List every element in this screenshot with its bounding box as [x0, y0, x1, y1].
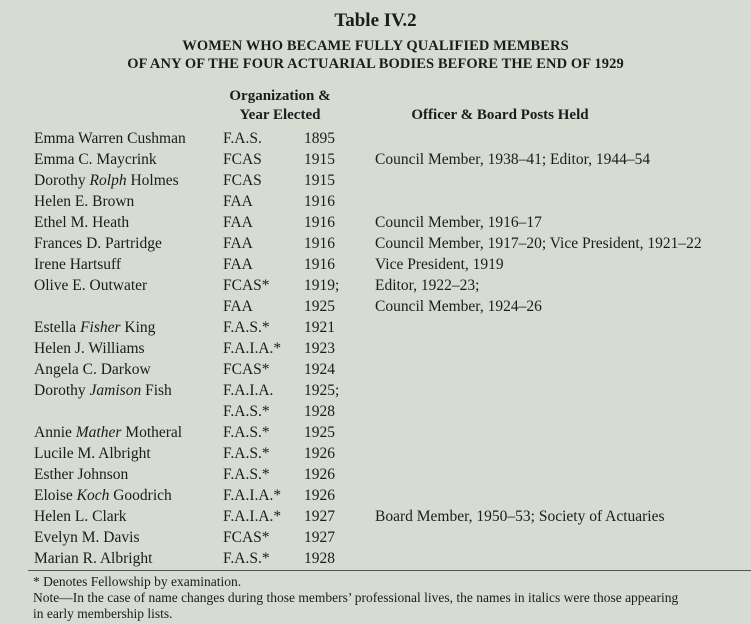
- year-elected: 1921: [304, 319, 335, 336]
- table-row: [0, 466, 751, 487]
- table-row: [0, 340, 751, 361]
- table-row: [0, 298, 751, 319]
- year-elected: 1916: [304, 235, 335, 252]
- organization: FCAS: [223, 151, 262, 168]
- table-row: [0, 487, 751, 508]
- organization: FCAS*: [223, 277, 270, 294]
- member-name-italic: Rolph: [89, 172, 127, 189]
- year-elected: 1895: [304, 130, 335, 147]
- table-title: Table IV.2: [334, 10, 417, 31]
- organization: FAA: [223, 256, 253, 273]
- posts-held: Editor, 1922–23;: [375, 277, 480, 294]
- table-row: [0, 214, 751, 235]
- member-name-part: Lucile M. Albright: [34, 445, 151, 462]
- member-name: [34, 256, 121, 274]
- member-name: [34, 151, 157, 169]
- organization: FCAS*: [223, 529, 270, 546]
- table-row: [0, 550, 751, 571]
- table-row: [0, 382, 751, 403]
- member-name-part: Annie: [34, 424, 76, 441]
- member-name-part: King: [120, 319, 156, 336]
- year-elected: 1926: [304, 445, 335, 462]
- year-elected: 1915: [304, 151, 335, 168]
- footnote-fellowship: * Denotes Fellowship by examination.: [33, 574, 242, 589]
- member-name: [34, 235, 162, 253]
- member-name-part: Ethel M. Heath: [34, 214, 130, 231]
- member-name-part: Esther Johnson: [34, 466, 129, 483]
- member-name: [34, 361, 151, 379]
- member-name-part: Dorothy: [34, 172, 90, 189]
- organization: FAA: [223, 193, 253, 210]
- member-name: [34, 172, 179, 190]
- member-name-part: Evelyn M. Davis: [34, 529, 140, 546]
- table-row: [0, 193, 751, 214]
- year-elected: 1925: [304, 424, 335, 441]
- member-name-part: Goodrich: [109, 487, 172, 504]
- member-name: [34, 508, 127, 526]
- organization: F.A.I.A.*: [223, 487, 282, 504]
- posts-held: Vice President, 1919: [375, 256, 504, 273]
- member-name: [34, 319, 155, 337]
- member-name-part: Angela C. Darkow: [34, 361, 151, 378]
- table-row: [0, 319, 751, 340]
- member-name: [34, 424, 182, 442]
- posts-held: Council Member, 1924–26: [375, 298, 542, 315]
- table-row: [0, 403, 751, 424]
- year-elected: 1925: [304, 298, 335, 315]
- organization: F.A.S.: [223, 130, 262, 147]
- posts-held: Council Member, 1916–17: [375, 214, 542, 231]
- organization: F.A.I.A.: [223, 382, 274, 399]
- year-elected: 1925;: [304, 382, 340, 399]
- header-org-line2: Year Elected: [239, 107, 321, 123]
- organization: FAA: [223, 214, 253, 231]
- member-name: [34, 445, 151, 463]
- member-name-part: Emma Warren Cushman: [34, 130, 186, 147]
- organization: F.A.S.*: [223, 445, 270, 462]
- member-name-part: Holmes: [126, 172, 179, 189]
- organization: F.A.I.A.*: [223, 340, 282, 357]
- table-subtitle-line2: OF ANY OF THE FOUR ACTUARIAL BODIES BEFORE THE END OF 1929: [127, 56, 624, 72]
- member-name-part: Marian R. Albright: [34, 550, 153, 567]
- header-posts: Officer & Board Posts Held: [411, 107, 589, 123]
- organization: F.A.S.*: [223, 424, 270, 441]
- year-elected: 1924: [304, 361, 335, 378]
- table-row: [0, 235, 751, 256]
- member-name: [34, 487, 172, 505]
- member-name: [34, 529, 139, 547]
- table-row: [0, 130, 751, 151]
- member-name-part: Motheral: [121, 424, 183, 441]
- organization: F.A.S.*: [223, 403, 270, 420]
- member-name: [34, 466, 128, 484]
- posts-held: Council Member, 1917–20; Vice President, 1921–22: [375, 235, 702, 252]
- table-row: [0, 424, 751, 445]
- member-name-part: Eloise: [34, 487, 77, 504]
- organization: FCAS*: [223, 361, 270, 378]
- organization: FAA: [223, 235, 253, 252]
- year-elected: 1928: [304, 403, 335, 420]
- organization: F.A.S.*: [223, 550, 270, 567]
- member-name: [34, 193, 134, 211]
- organization: F.A.I.A.*: [223, 508, 282, 525]
- table-row: [0, 445, 751, 466]
- year-elected: 1928: [304, 550, 335, 567]
- member-name: [34, 550, 152, 568]
- table-row: [0, 256, 751, 277]
- year-elected: 1919;: [304, 277, 340, 294]
- member-name-part: Dorothy: [34, 382, 90, 399]
- member-name-part: Irene Hartsuff: [34, 256, 122, 273]
- year-elected: 1916: [304, 256, 335, 273]
- member-name-part: Fish: [141, 382, 172, 399]
- organization: F.A.S.*: [223, 319, 270, 336]
- member-name-italic: Fisher: [80, 319, 121, 336]
- member-name-part: Helen E. Brown: [34, 193, 135, 210]
- member-name: [34, 277, 147, 295]
- year-elected: 1927: [304, 508, 335, 525]
- table-row: [0, 529, 751, 550]
- member-name: [34, 382, 172, 400]
- member-name-part: Frances D. Partridge: [34, 235, 162, 252]
- footnote-note-line1: Note—In the case of name changes during those members’ professional lives, the names in italics were those appearing: [33, 590, 679, 605]
- table-row: [0, 508, 751, 529]
- footnote-divider: [28, 570, 751, 571]
- member-name-italic: Mather: [75, 424, 122, 441]
- member-name-part: Helen L. Clark: [34, 508, 127, 525]
- table-row: [0, 277, 751, 298]
- year-elected: 1915: [304, 172, 335, 189]
- organization: FCAS: [223, 172, 262, 189]
- member-name-italic: Jamison: [89, 382, 142, 399]
- organization: F.A.S.*: [223, 466, 270, 483]
- member-name-italic: Koch: [76, 487, 110, 504]
- member-name-part: Olive E. Outwater: [34, 277, 148, 294]
- organization: FAA: [223, 298, 253, 315]
- posts-held: Council Member, 1938–41; Editor, 1944–54: [375, 151, 651, 168]
- member-name: [34, 214, 129, 232]
- year-elected: 1916: [304, 214, 335, 231]
- member-name-part: Helen J. Williams: [34, 340, 145, 357]
- footnote-note-line2: in early membership lists.: [33, 606, 173, 621]
- posts-held: Board Member, 1950–53; Society of Actuaries: [375, 508, 665, 525]
- member-name: [34, 130, 186, 148]
- member-name-part: Emma C. Maycrink: [34, 151, 157, 168]
- table-subtitle-line1: WOMEN WHO BECAME FULLY QUALIFIED MEMBERS: [182, 38, 569, 54]
- year-elected: 1916: [304, 193, 335, 210]
- table-row: [0, 151, 751, 172]
- header-org-line1: Organization &: [229, 88, 331, 104]
- year-elected: 1926: [304, 466, 335, 483]
- year-elected: 1926: [304, 487, 335, 504]
- table-row: [0, 172, 751, 193]
- member-name-part: Estella: [34, 319, 81, 336]
- year-elected: 1923: [304, 340, 335, 357]
- table-row: [0, 361, 751, 382]
- year-elected: 1927: [304, 529, 335, 546]
- member-name: [34, 340, 145, 358]
